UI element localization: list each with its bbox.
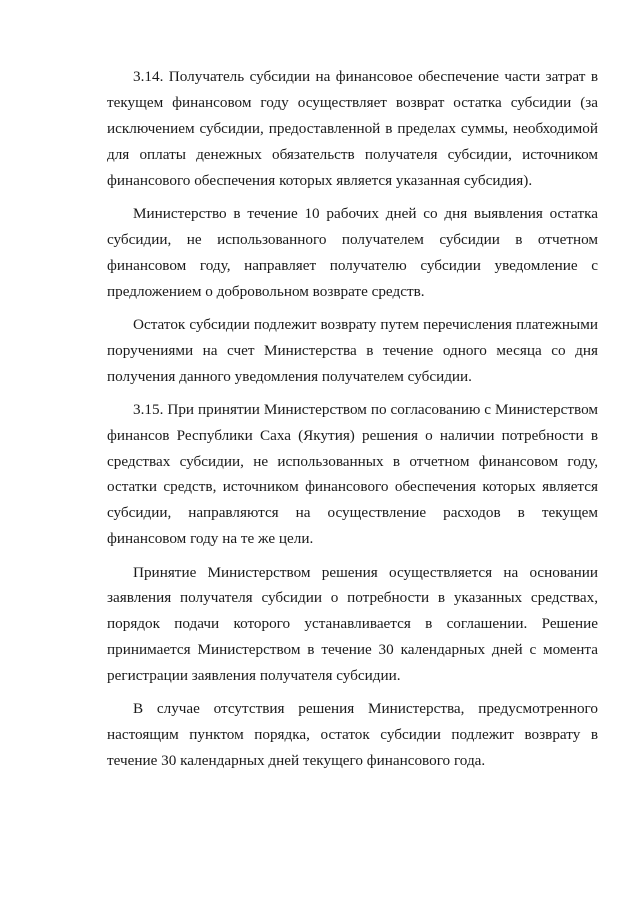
paragraph-decision-basis: Принятие Министерством решения осуществляется на основании заявления получателя субсидии о потребности в указанных средствах, порядок подачи которого устанавливается в соглашении. Решение принимается Министерством в течение 30 календарных дней с момента регистрации заявления получателя субсидии.: [107, 563, 598, 685]
paragraph-refund-procedure: Остаток субсидии подлежит возврату путем перечисления платежными поручениями на счет Министерства в течение одного месяца со дня получения данного уведомления получателем субсидии.: [107, 315, 598, 385]
paragraph-3-14: 3.14. Получатель субсидии на финансовое обеспечение части затрат в текущем финансовом году осуществляет возврат остатка субсидии (за исключением субсидии, предоставленной в пределах суммы, необходимой для оплаты денежных обязательств получателя субсидии, источником финансового обеспечения которых является указанная субсидия).: [107, 68, 598, 189]
paragraph-3-15: 3.15. При принятии Министерством по согласованию с Министерством финансов Республики Саха (Якутия) решения о наличии потребности в средствах субсидии, не использованных в отчетном финансовом году, остатки средств, источником финансового обеспечения которых является субсидии, направляются на осуществление расходов в текущем финансовом году на те же цели.: [107, 400, 598, 548]
paragraph-no-decision-case: В случае отсутствия решения Министерства, предусмотренного настоящим пунктом порядка, остаток субсидии подлежит возврату в течение 30 календарных дней текущего финансового года.: [107, 700, 598, 770]
document-body: [107, 64, 598, 781]
paragraph-ministry-notice: Министерство в течение 10 рабочих дней со дня выявления остатка субсидии, не использованного получателем субсидии в отчетном финансовом году, направляет получателю субсидии уведомление с предложением о добровольном возврате средств.: [107, 204, 598, 300]
